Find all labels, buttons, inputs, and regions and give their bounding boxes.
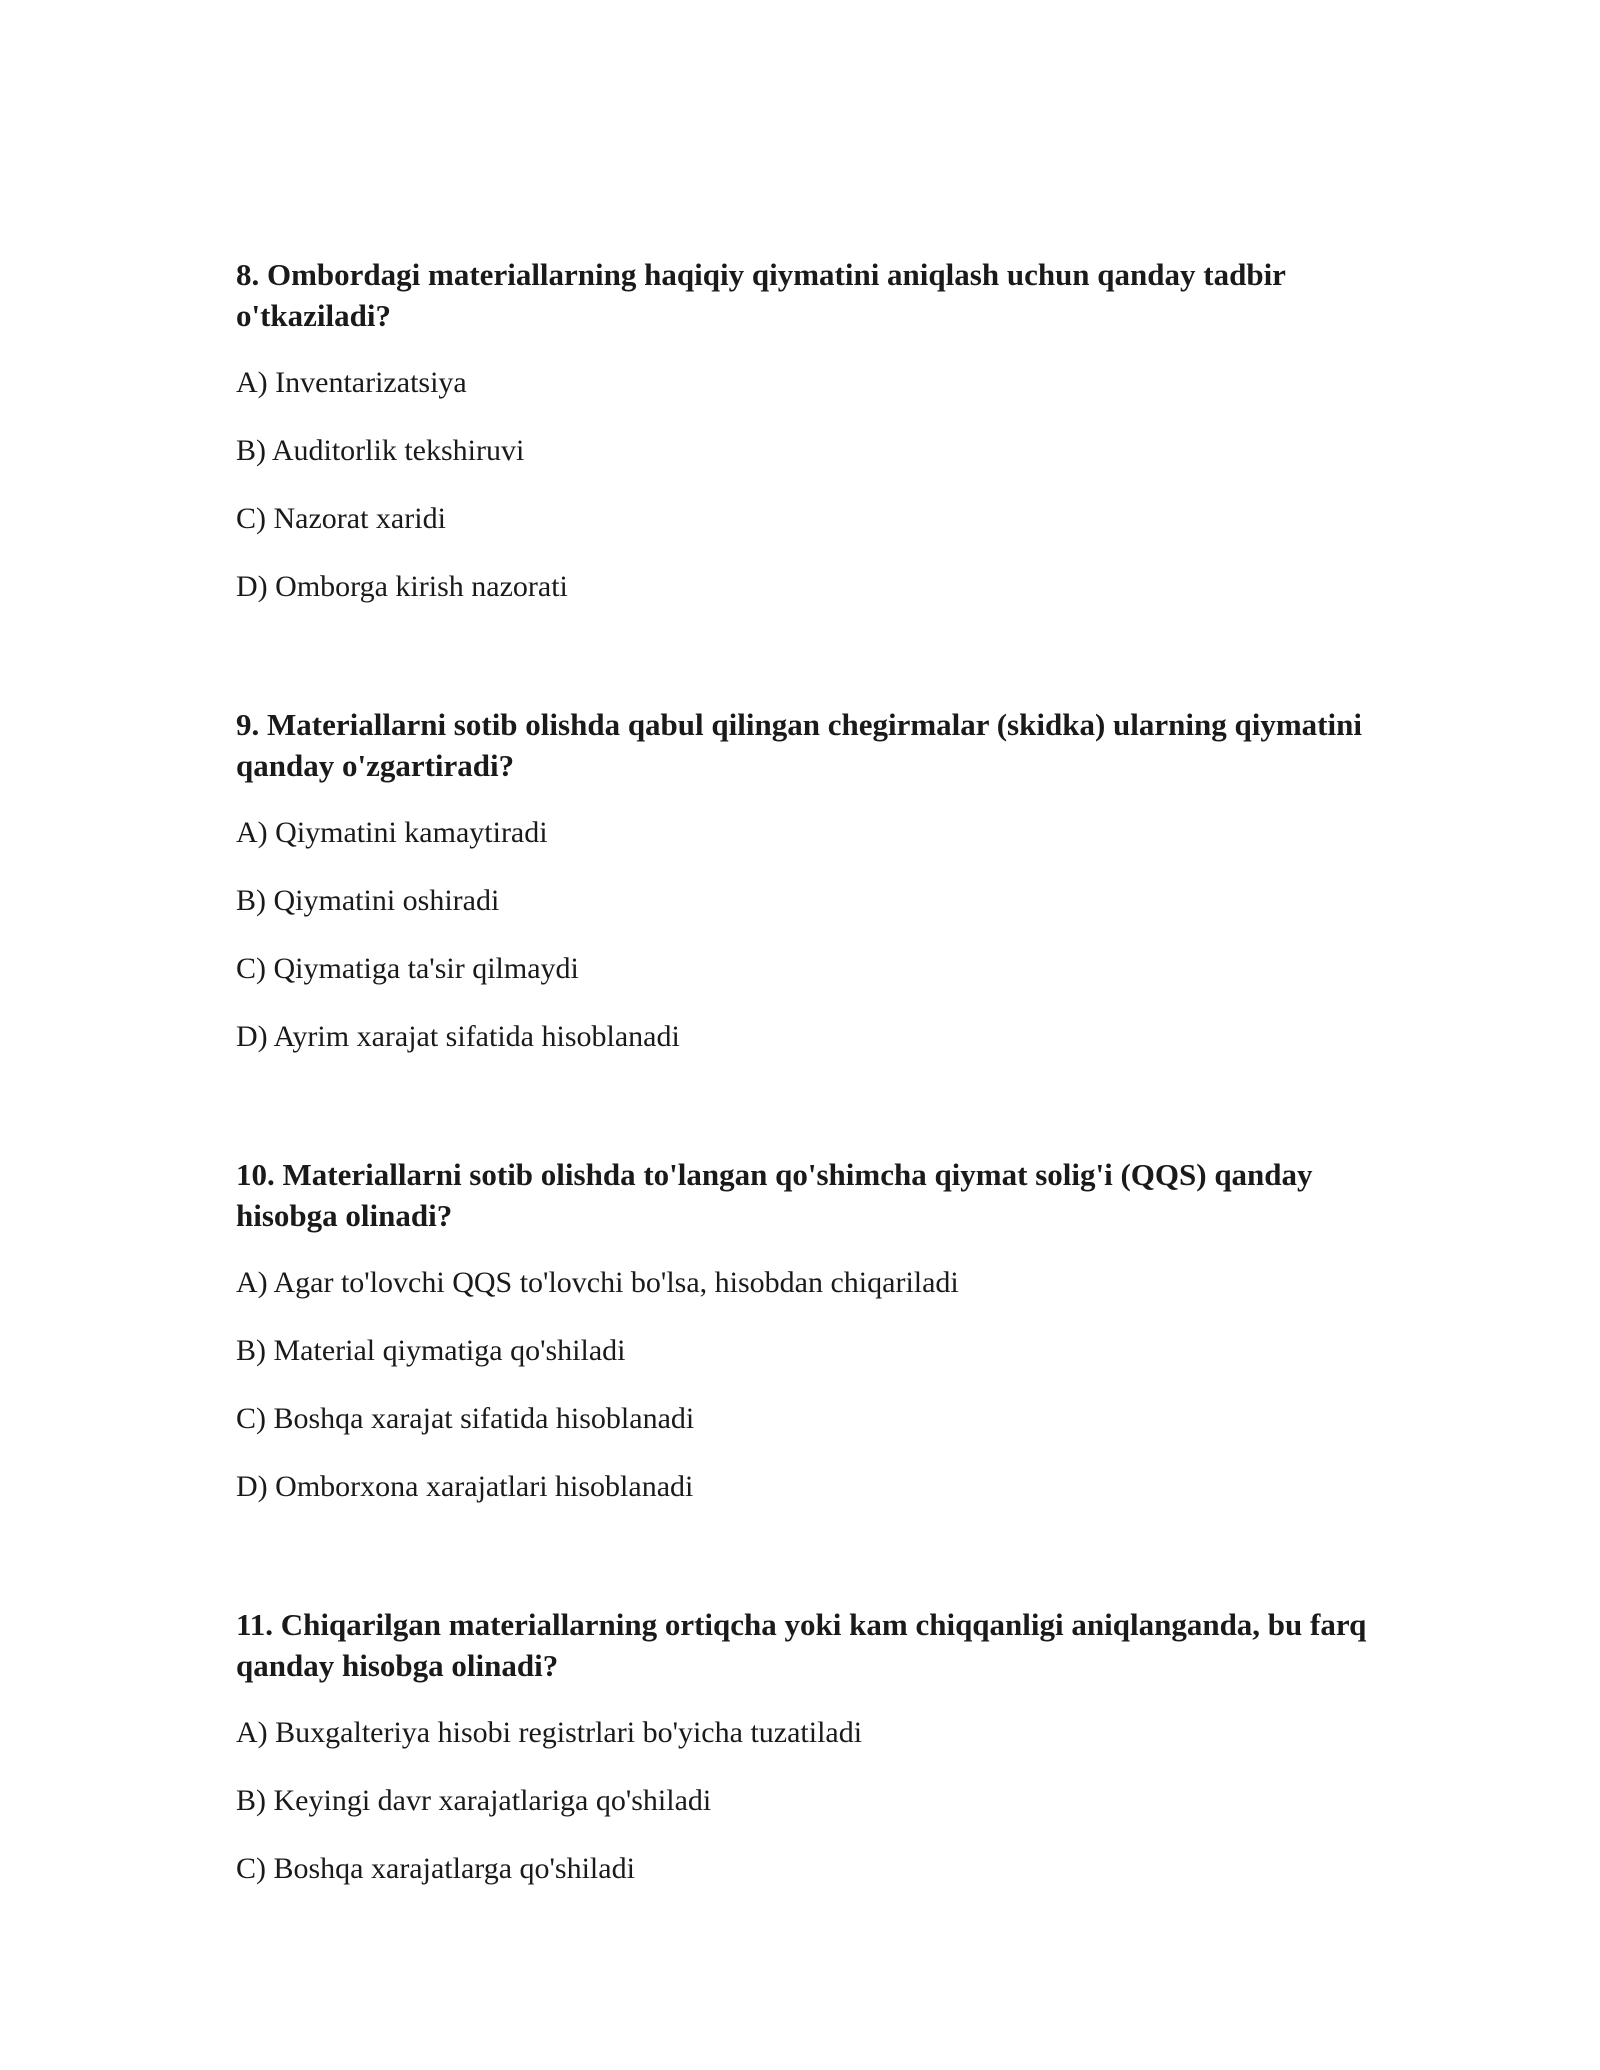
question-block-8	[236, 254, 1376, 603]
question-11-text: 11. Chiqarilgan materiallarning ortiqcha yoki kam chiqqanligi aniqlanganda, bu farq qanday hisobga olinadi?	[236, 1607, 1367, 1683]
question-9-option-c: C) Qiymatiga ta'sir qilmaydi	[236, 952, 579, 985]
question-10-option-d: D) Omborxona xarajatlari hisoblanadi	[236, 1470, 694, 1503]
question-block-9	[236, 704, 1376, 1053]
question-10-option-a: A) Agar to'lovchi QQS to'lovchi bo'lsa, hisobdan chiqariladi	[236, 1266, 959, 1299]
question-10-text: 10. Materiallarni sotib olishda to'langan qo'shimcha qiymat solig'i (QQS) qanday hisobga olinadi?	[236, 1157, 1313, 1233]
question-8-option-c: C) Nazorat xaridi	[236, 502, 446, 535]
question-8-option-b: B) Auditorlik tekshiruvi	[236, 434, 525, 467]
question-9-option-d: D) Ayrim xarajat sifatida hisoblanadi	[236, 1020, 680, 1053]
question-block-11	[236, 1604, 1376, 1885]
question-8-option-a: A) Inventarizatsiya	[236, 366, 467, 399]
question-11-option-a: A) Buxgalteriya hisobi registrlari bo'yicha tuzatiladi	[236, 1716, 863, 1749]
question-8-option-d: D) Omborga kirish nazorati	[236, 570, 568, 603]
question-9-option-a: A) Qiymatini kamaytiradi	[236, 816, 548, 849]
question-9-option-b: B) Qiymatini oshiradi	[236, 884, 500, 917]
question-block-10	[236, 1154, 1376, 1503]
question-10-option-b: B) Material qiymatiga qo'shiladi	[236, 1334, 626, 1367]
question-10-option-c: C) Boshqa xarajat sifatida hisoblanadi	[236, 1402, 695, 1435]
question-11-option-c: C) Boshqa xarajatlarga qo'shiladi	[236, 1852, 635, 1885]
question-8-text: 8. Ombordagi materiallarning haqiqiy qiymatini aniqlash uchun qanday tadbir o'tkaziladi?	[236, 257, 1286, 333]
question-11-option-b: B) Keyingi davr xarajatlariga qo'shiladi	[236, 1784, 712, 1817]
question-9-text: 9. Materiallarni sotib olishda qabul qilingan chegirmalar (skidka) ularning qiymatini qanday o'zgartiradi?	[236, 707, 1362, 783]
